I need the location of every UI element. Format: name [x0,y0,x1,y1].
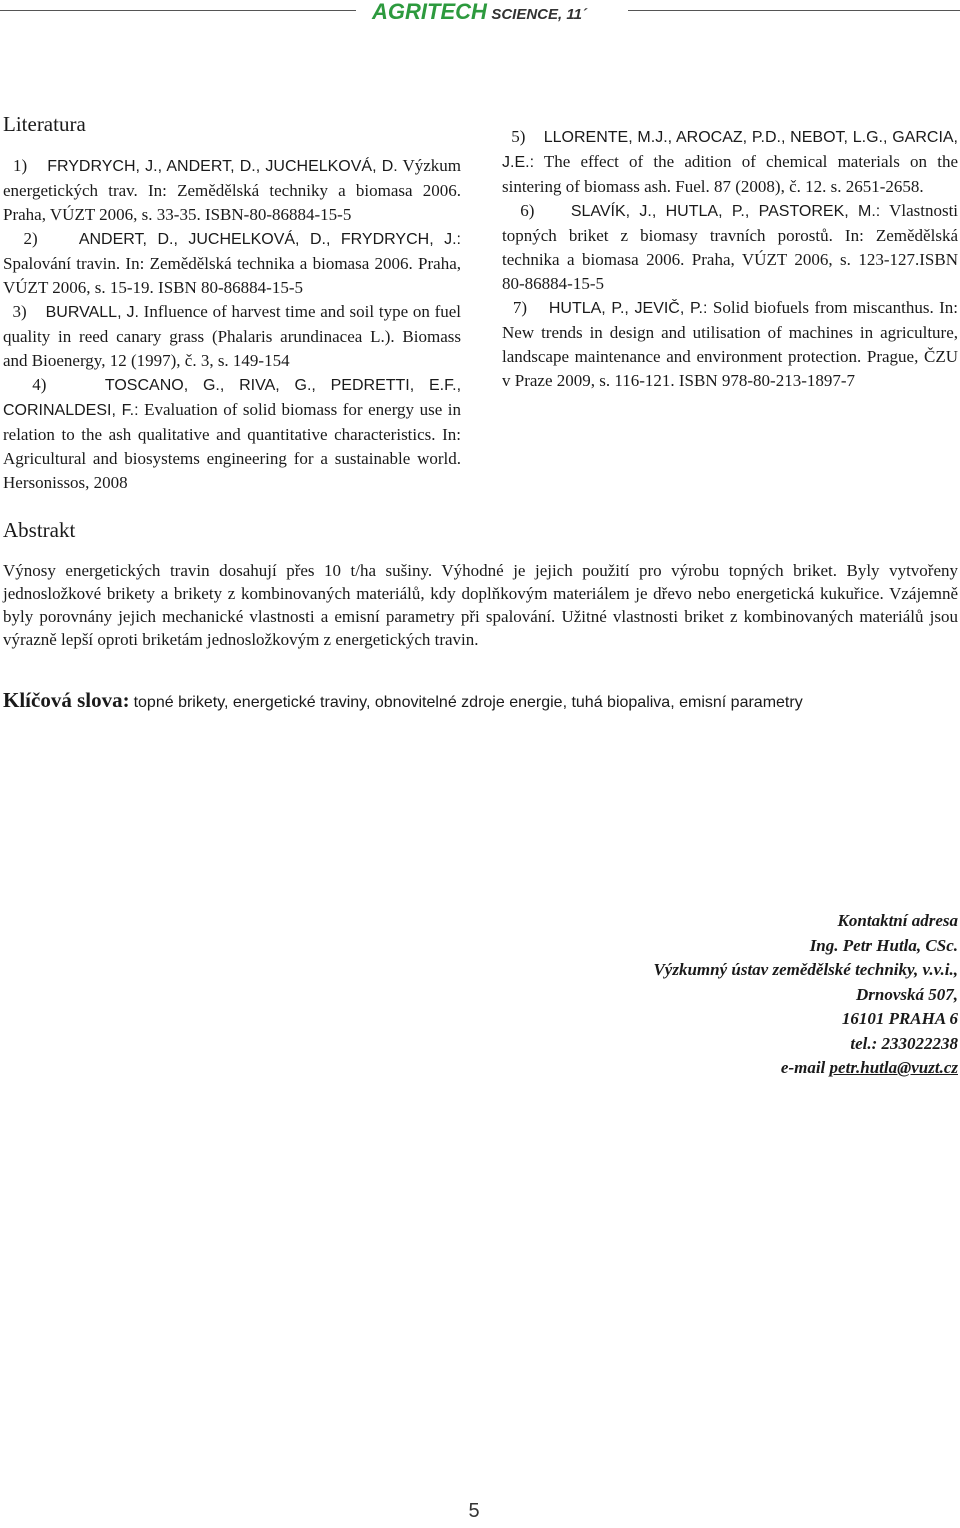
keywords-text: topné brikety, energetické traviny, obnovitelné zdroje energie, tuhá biopaliva, emisní parametry [133,694,803,711]
keywords-section [3,688,958,713]
contact-name: Ing. Petr Hutla, CSc. [809,935,958,955]
literature-heading: Literatura [3,112,86,136]
contact-phone: tel.: 233022238 [850,1033,958,1053]
contact-city: 16101 PRAHA 6 [841,1009,958,1028]
journal-issue: SCIENCE, 11´ [491,6,587,23]
abstract-section [3,515,958,651]
reference-item: 4) TOSCANO, G., RIVA, G., PEDRETTI, E.F., CORINALDESI, F.: Evaluation of solid biomass for energy use in relation to the ash qualitative and quantitative characteristics. In: Agricultural and biosystems engineering for a sustainable world. Hersonissos, 2008 [3,375,462,492]
contact-institute: Výzkumný ústav zemědělské techniky, v.v.i., [653,960,958,979]
references-left-column [3,110,461,495]
header-rule-left [0,10,356,11]
journal-brand: AGRITECH [372,0,487,24]
reference-item: 3) BURVALL, J. Influence of harvest time and soil type on fuel quality in reed canary grass (Phalaris arundinacea L.). Biomass and Bioenergy, 12 (1997), č. 3, s. 149-154 [3,302,462,370]
reference-item: 7) HUTLA, P., JEVIČ, P.: Solid biofuels from miscanthus. In: New trends in design and utilisation of machines in agriculture, landscape maintenance and environment protection. Prague, ČZU v Praze 2009, s. 116-121. ISBN 978-80-213-1897-7 [502,298,959,390]
abstract-text: Výnosy energetických travin dosahují přes 10 t/ha sušiny. Výhodné je jejich použití pro výrobu topných briket. Byly vytvořeny jednosložkové brikety a brikety z kombinovaných materiálů, kdy doplňkovým materiálem je dřevo nebo energetická kukuřice. Vzájemně byly porovnány jejich mechanické vlastnosti a emisní parametry při spalování. Užitné vlastnosti briket z kombinovaných materiálů jsou výrazně lepší oproti briketám jednosložkovým z energetických travin. [3,561,958,649]
reference-item: 5) LLORENTE, M.J., AROCAZ, P.D., NEBOT, L.G., GARCIA, J.E.: The effect of the adition of chemical materials on the sintering of biomass ash. Fuel. 87 (2008), č. 12. s. 2651-2658. [502,127,958,196]
email-link[interactable]: petr.hutla@vuzt.cz [829,1058,958,1077]
abstract-heading: Abstrakt [3,518,76,542]
reference-item: 6) SLAVÍK, J., HUTLA, P., PASTOREK, M.: Vlastnosti topných briket z biomasy travních porostů. In: Zemědělská technika a biomasa 2006. Praha, VÚZT 2006, s. 123-127.ISBN 80-86884-15-5 [502,201,959,293]
page-number: 5 [468,1500,480,1522]
header-rule-right [628,10,960,11]
keywords-label: Klíčová slova: [3,688,130,712]
contact-street: Drnovská 507, [855,984,958,1004]
journal-header [372,0,622,24]
email-label: e-mail [780,1058,826,1077]
reference-item: 2) ANDERT, D., JUCHELKOVÁ, D., FRYDRYCH, J.: Spalování travin. In: Zemědělská technika a biomasa 2006. Praha, VÚZT 2006, s. 15-19. ISBN 80-86884-15-5 [3,229,461,297]
contact-title: Kontaktní adresa [837,911,958,930]
references-right-column [502,125,958,393]
contact-address [538,909,958,1081]
reference-item: 1) FRYDRYCH, J., ANDERT, D., JUCHELKOVÁ, D. Výzkum energetických trav. In: Zemědělská techniky a biomasa 2006. Praha, VÚZT 2006, s. 33-35. ISBN-80-86884-15-5 [3,156,461,224]
contact-email-line [538,1056,958,1081]
